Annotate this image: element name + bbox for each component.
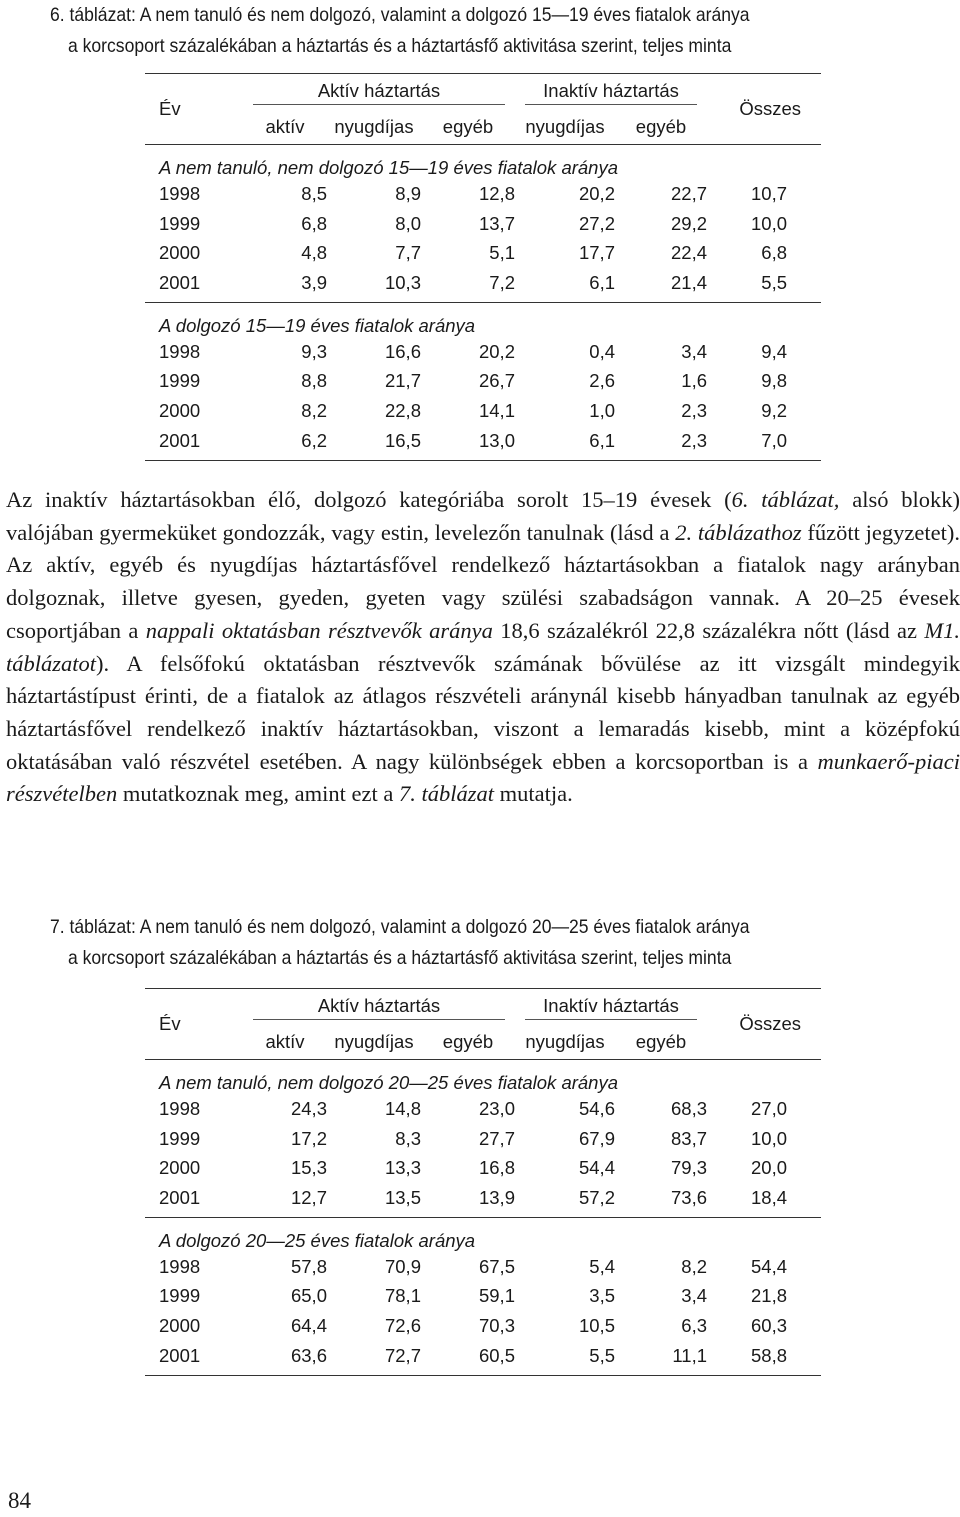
table-reference: 7. táblázat: [399, 781, 495, 807]
emphasis: nappali oktatásban résztvevők aránya: [145, 617, 493, 643]
table-row: 2001 6,2 16,5 13,0 6,1 2,3 7,0: [145, 426, 821, 460]
table6-caption-line1: 6. táblázat: A nem tanuló és nem dolgozó, valamint a dolgozó 15—19 éves fiatalok aránya: [50, 4, 750, 26]
total-header: Összes: [707, 74, 821, 145]
emphasis: munkaerő-piaci részvételben: [6, 748, 960, 807]
table-row: 2000 64,4 72,6 70,3 10,5 6,3 60,3: [159, 1314, 788, 1336]
column-header: aktív: [243, 1025, 327, 1060]
table-row: 1999 6,8 8,0 13,7 27,2 29,2 10,0: [159, 212, 788, 234]
page-number: 84: [8, 1488, 31, 1513]
body-paragraph: Az inaktív háztartásokban élő, dolgozó kategóriába sorolt 15–19 évesek (6. táblázat, alsó blokk) valójában gyermeküket gondozzák, vagy estin, levelezőn tanulnak (lásd a 2. táblázathoz fűzött jegyzetet). Az aktív, egyéb és nyugdíjas háztartásfővel rendelkező háztartásokban a fiatalok nagy arányban dolgoznak, illetve gyesen, gyeden, gyeten vagy szülési szabadságon vannak. A 20–25 évesek csoportjában a nappali oktatásban résztvevők aránya 18,6 százalékról 22,8 százalékra nőtt (lásd az M1. táblázatot). A felsőfokú oktatásban résztvevők számának bővülése az itt vizsgált mindegyik háztartástípust érinti, de a fiatalok az átlagos részvételi aránynál kisebb hányadban tanulnak az egyéb háztartásfővel rendelkező inaktív háztartásokban, viszont a lemaradás kisebb, mint a középfokú oktatásában való részvétel esetében. A nagy különbségek ebben a korcsoportban is a munkaerő-piaci részvételben mutatkoznak meg, amint ezt a 7. táblázat mutatja.: [6, 487, 960, 807]
table-row: 1999 8,8 21,7 26,7 2,6 1,6 9,8: [159, 370, 788, 392]
inactive-household-header: Inaktív háztartás: [515, 74, 707, 111]
table-row: 2000 8,2 22,8 14,1 1,0 2,3 9,2: [159, 399, 788, 421]
column-header: egyéb: [615, 1025, 707, 1060]
table6: [145, 73, 821, 461]
table-row: 2000 4,8 7,7 5,1 17,7 22,4 6,8: [159, 242, 788, 264]
table-row: 1998 8,5 8,9 12,8 20,2 22,7 10,7: [159, 182, 788, 204]
table-row: 1998 57,8 70,9 67,5 5,4 8,2 54,4: [159, 1255, 788, 1277]
column-header: nyugdíjas: [515, 1025, 615, 1060]
year-header: Év: [145, 74, 243, 145]
block-title: A nem tanuló, nem dolgozó 15—19 éves fiatalok aránya: [159, 157, 619, 178]
column-header: nyugdíjas: [515, 110, 615, 145]
block-title: A dolgozó 20—25 éves fiatalok aránya: [159, 1229, 476, 1251]
year-header: Év: [145, 989, 243, 1060]
table-reference: 2. táblázathoz: [675, 519, 802, 545]
table6-caption-line2: a korcsoport százalékában a háztartás és a háztartásfő aktivitása szerint, teljes minta: [68, 35, 732, 57]
block-title: A dolgozó 15—19 éves fiatalok aránya: [159, 314, 476, 336]
table-row: 1998 9,3 16,6 20,2 0,4 3,4 9,4: [159, 340, 788, 362]
column-header: nyugdíjas: [327, 110, 421, 145]
table-reference: M1. táblázatot: [6, 617, 960, 676]
table-row: 1998 24,3 14,8 23,0 54,6 68,3 27,0: [159, 1097, 788, 1119]
table-row: 2001 63,6 72,7 60,5 5,5 11,1 58,8: [145, 1341, 821, 1375]
table-row: 2001 3,9 10,3 7,2 6,1 21,4 5,5: [145, 268, 821, 302]
table-row: 2000 15,3 13,3 16,8 54,4 79,3 20,0: [159, 1157, 788, 1179]
table-row: 2001 12,7 13,5 13,9 57,2 73,6 18,4: [145, 1183, 821, 1217]
active-household-header: Aktív háztartás: [243, 74, 515, 111]
column-header: aktív: [243, 110, 327, 145]
table-row: 1999 17,2 8,3 27,7 67,9 83,7 10,0: [159, 1127, 788, 1149]
table7-caption-line1: 7. táblázat: A nem tanuló és nem dolgozó, valamint a dolgozó 20—25 éves fiatalok aránya: [50, 916, 750, 938]
column-header: nyugdíjas: [327, 1025, 421, 1060]
block-title: A nem tanuló, nem dolgozó 20—25 éves fiatalok aránya: [159, 1072, 619, 1093]
table-reference: 6. táblázat,: [731, 487, 840, 512]
table6-caption: [50, 0, 860, 62]
table7-caption: [50, 912, 860, 974]
column-header: egyéb: [421, 1025, 515, 1060]
active-household-header: Aktív háztartás: [243, 989, 515, 1026]
total-header: Összes: [707, 989, 821, 1060]
table-row: 1999 65,0 78,1 59,1 3,5 3,4 21,8: [159, 1285, 788, 1307]
table7-caption-line2: a korcsoport százalékában a háztartás és a háztartásfő aktivitása szerint, teljes minta: [68, 947, 732, 969]
column-header: egyéb: [615, 110, 707, 145]
table7: [145, 988, 821, 1376]
inactive-household-header: Inaktív háztartás: [515, 989, 707, 1026]
column-header: egyéb: [421, 110, 515, 145]
